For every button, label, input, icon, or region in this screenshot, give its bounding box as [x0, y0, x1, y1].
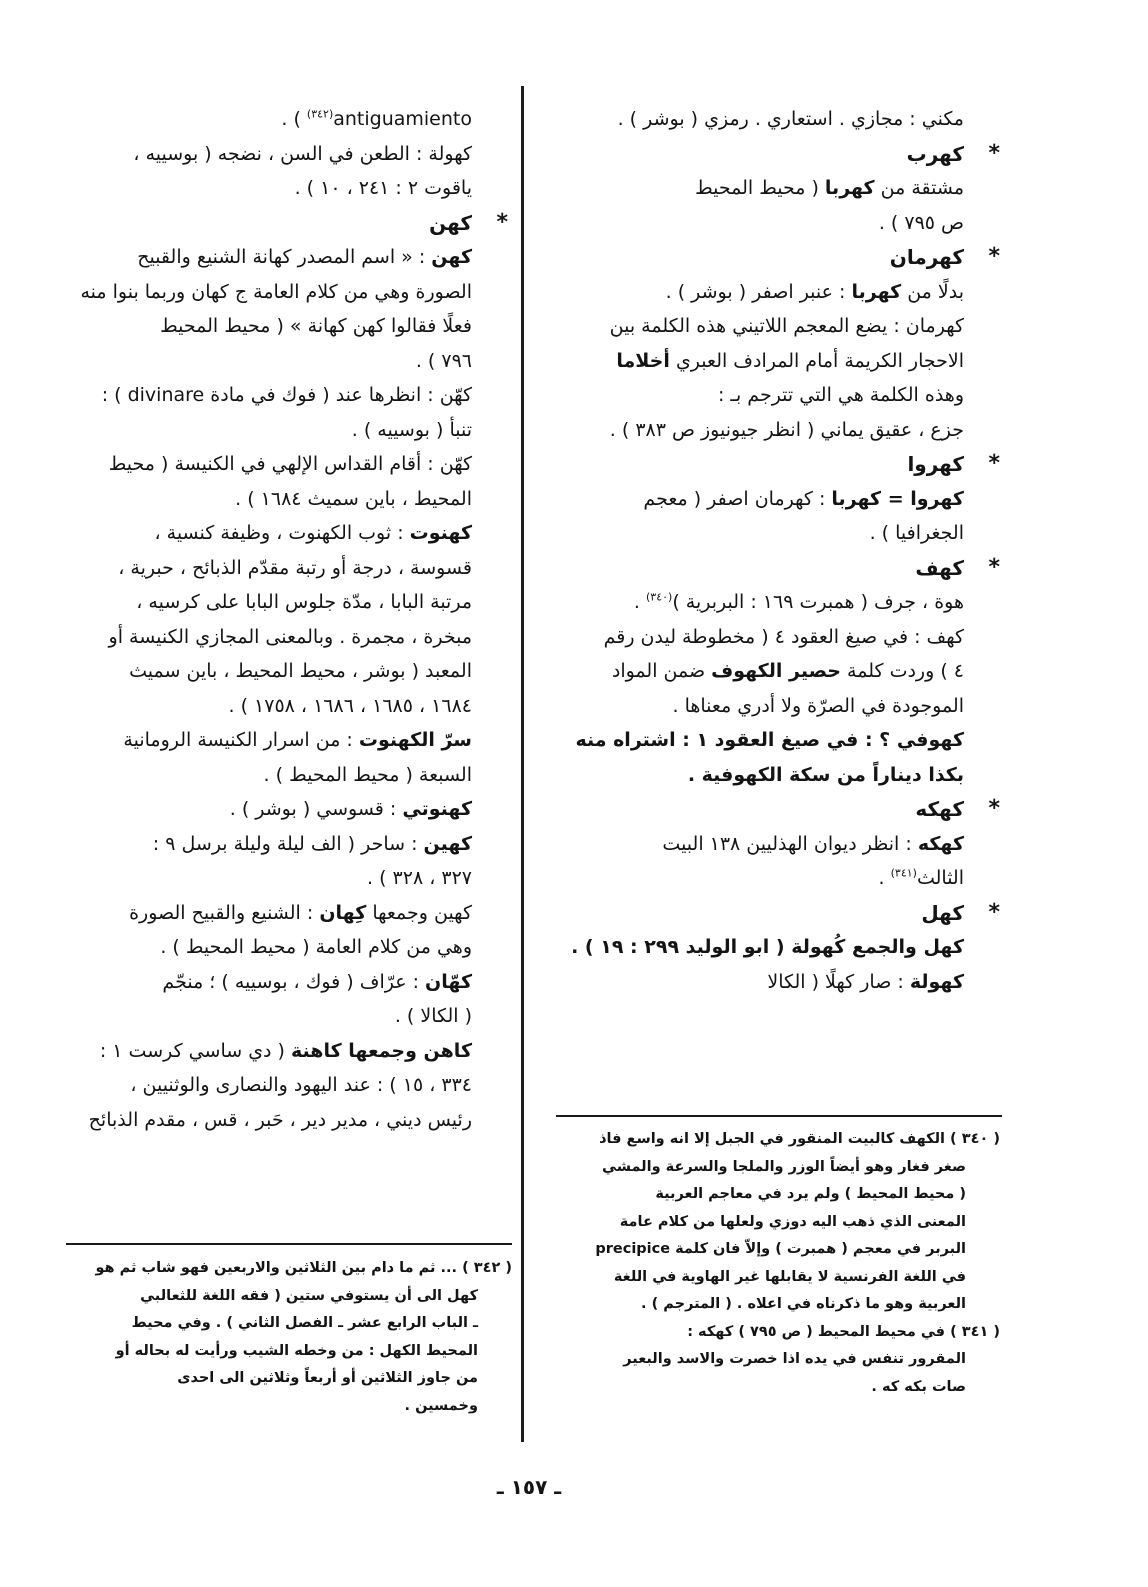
text-line: كهين : ساحر ( الف ليلة وليلة برسل ٩ :: [152, 832, 472, 855]
star-marker-icon: *: [988, 244, 1000, 269]
text-line: كاهن وجمعها كاهنة ( دي ساسي كرست ١ :: [99, 1039, 472, 1062]
text-line: ٧٩٦ ) .: [415, 349, 472, 372]
text-line: هوة ، جرف ( همبرت ١٦٩ : البربرية )$^{(٣٤٠)}$ .: [633, 590, 964, 613]
text-line: كهن : « اسم المصدر كهانة الشنيع والقبيح: [137, 246, 472, 268]
text-line: رئيس ديني ، مدير دير ، حَبر ، قس ، مقدم الذبائح: [88, 1108, 472, 1131]
text-line: بدلًا من كهربا : عنبر اصفر ( بوشر ) .: [665, 280, 964, 303]
text-line: فعلًا فقالوا كهن كهانة » ( محيط المحيط: [160, 315, 472, 337]
text-line: قسوسة ، درجة أو رتبة مقدّم الذبائح ، حبرية ،: [118, 556, 472, 579]
star-marker-icon: *: [988, 140, 1000, 166]
star-marker-icon: *: [988, 796, 1000, 821]
text-line: المحيط ، باين سميث ١٦٨٤ ) .: [235, 487, 472, 510]
text-line: كهرمان : يضع المعجم اللاتيني هذه الكلمة بين: [609, 315, 964, 337]
text-line: وهي من كلام العامة ( محيط المحيط ) .: [160, 936, 472, 958]
text-line: كهولة : الطعن في السن ، نضجه ( بوسييه ،: [133, 142, 472, 165]
star-marker-icon: *: [988, 554, 1000, 580]
text-line: ٣٢٧ ، ٣٢٨ ) .: [367, 867, 472, 889]
text-line: السبعة ( محيط المحيط ) .: [263, 763, 472, 786]
text-line: جزع ، عقيق يماني ( انظر جيونيوز ص ٣٨٣ ) .: [609, 418, 964, 441]
text-line: الاحجار الكريمة أمام المرادف العبري أخلاما: [616, 349, 964, 372]
text-line: ٤ ) وردت كلمة حصير الكهوف ضمن المواد: [611, 660, 964, 682]
text-line: ياقوت ٢ : ٢٤١ ، ١٠ ) .: [294, 177, 472, 199]
text-line: مبخرة ، مجمرة . وبالمعنى المجازي الكنيسة أو: [108, 625, 472, 648]
text-line: كهف : في صيغ العقود ٤ ( مخطوطة ليدن رقم: [603, 625, 964, 648]
text-line: كهين وجمعها كِهان : الشنيع والقبيح الصورة: [129, 901, 472, 924]
text-line: سرّ الكهنوت : من اسرار الكنيسة الرومانية: [123, 729, 472, 751]
footnote-line: صات بكه كه .: [871, 1378, 966, 1395]
footnote-line: من جاوز الثلاثين أو أربعاً وثلاثين الى احدى: [177, 1370, 478, 1386]
entry-heading-kahraman: * كهرمان: [556, 240, 964, 275]
footnote-line: وخمسين .: [404, 1397, 478, 1414]
footnote-rule: [66, 1243, 512, 1245]
footnote-341: ( ٣٤١ ) في محيط المحيط ( ص ٧٩٥ ) كهكه :: [687, 1323, 1000, 1340]
left-column: [60, 102, 508, 1137]
text-line: كهنوت : ثوب الكهنوت ، وظيفة كنسية ،: [154, 522, 472, 544]
footnote-line: ( محيط المحيط ) ولم يرد في معاجم العربية: [655, 1186, 966, 1202]
text-line: مكني : مجازي . استعاري . رمزي ( بوشر ) .: [617, 108, 964, 130]
text-line: ص ٧٩٥ ) .: [878, 211, 964, 234]
footnote-342: ( ٣٤٢ ) ... ثم ما دام بين الثلاثين والاربعين فهو شاب ثم هو: [95, 1260, 512, 1276]
footnote-line: صغر فغار وهو أيضاً الوزر والملجا والسرعة والمشي: [602, 1158, 966, 1175]
footnote-340: ( ٣٤٠ ) الكهف كالبيت المنقور في الجبل إلا انه واسع فاذ: [599, 1131, 1000, 1147]
star-marker-icon: *: [988, 899, 1000, 925]
footnote-ref: (٣٤١): [890, 866, 917, 880]
text-line: كهروا = كهربا : كهرمان اصفر ( معجم: [643, 487, 964, 510]
footnote-line: المعنى الذي ذهب اليه دوزي ولعلها من كلام عامة: [619, 1213, 966, 1230]
entry-heading-kahrab: * كهرب: [556, 137, 964, 172]
text-line: المعبد ( بوشر ، محيط المحيط ، باين سميث: [129, 660, 472, 682]
star-marker-icon: *: [988, 451, 1000, 476]
footnote-ref: (٣٤٢): [306, 107, 334, 121]
right-column: [556, 102, 1000, 999]
entry-heading-kahan: * كهن: [60, 206, 472, 241]
text-line: كهنوتي : قسوسي ( بوشر ) .: [229, 798, 472, 820]
text-line: الثالث$^{(٣٤١)}$ .: [878, 866, 964, 889]
footnote-line: العربية وهو ما ذكرناه في اعلاه . ( المترجم ) .: [641, 1296, 966, 1312]
text-line: الموجودة في الصرّة ولا أدري معناها .: [672, 694, 964, 717]
footnotes-left: [60, 1255, 512, 1420]
text-line: ٣٣٤ ، ١٥ ) : عند اليهود والنصارى والوثنيين ،: [130, 1074, 472, 1096]
text-line: تنبأ ( بوسييه ) .: [351, 418, 472, 441]
entry-heading-kahf: * كهف: [556, 551, 964, 586]
column-divider: [521, 86, 524, 1442]
text-line: كهّن : أقام القداس الإلهي في الكنيسة ( محيط: [108, 453, 472, 475]
entry-heading-kahkah: * كهكه: [556, 792, 964, 827]
text-line: الصورة وهي من كلام العامة ج كهان وربما بنوا منه: [80, 280, 472, 303]
text-line: كهّن : انظرها عند ( فوك في مادة divinare ) :: [101, 384, 472, 406]
footnotes-right: [556, 1126, 1000, 1401]
footnote-line: ـ الباب الرابع عشر ـ الفصل الثاني ) . وفي محيط: [131, 1315, 478, 1331]
text-line: الجغرافيا ) .: [869, 522, 964, 544]
text-line: كهكه : انظر ديوان الهذليين ١٣٨ البيت: [662, 832, 964, 855]
text-line: مشتقة من كهربا ( محيط المحيط: [695, 177, 964, 199]
text-line: ١٦٨٤ ، ١٦٨٥ ، ١٦٨٦ ، ١٧٥٨ ) .: [228, 694, 472, 717]
star-marker-icon: *: [496, 209, 508, 235]
footnote-line: المحيط الكهل : من وخطه الشيب ورأيت له بحاله أو: [115, 1342, 478, 1359]
footnote-rule: [556, 1115, 1002, 1117]
text-line: بكذا ديناراً من سكة الكهوفية .: [687, 763, 964, 786]
text-line: كهّان : عرّاف ( فوك ، بوسييه ) ؛ منجّم: [162, 970, 472, 993]
text-line: ( الكالا ) .: [394, 1005, 472, 1027]
footnote-line: كهل الى أن يستوفي ستين ( فقه اللغة للثعالبي: [140, 1287, 478, 1304]
page-number: ـ ١٥٧ ـ: [496, 1475, 562, 1499]
entry-heading-kahrawa: * كهروا: [556, 447, 964, 482]
footnote-ref: (٣٤٠): [646, 590, 673, 604]
footnote-line: في اللغة الفرنسية لا يقابلها غير الهاوية في اللغة: [613, 1268, 966, 1285]
footnote-line: البربر في معجم ( همبرت ) وإلاّ فان كلمة precipice: [595, 1241, 966, 1257]
text-line: مرتبة البابا ، مدّة جلوس البابا على كرسيه ،: [136, 591, 472, 613]
entry-heading-kahl: * كهل: [556, 896, 964, 931]
text-line: كهوفي ؟ : في صيغ العقود ١ : اشتراه منه: [575, 729, 964, 751]
text-line: وهذه الكلمة هي التي تترجم بـ :: [717, 384, 964, 406]
footnote-line: المقرور تنفس في يده اذا خصرت والاسد والبعير: [623, 1351, 966, 1367]
text-line: antiguamiento$^{(٣٤٢)}$ ) .: [281, 107, 472, 130]
text-line: كهل والجمع كُهولة ( ابو الوليد ٢٩٩ : ١٩ ) .: [571, 936, 964, 958]
text-line: كهولة : صار كهلًا ( الكالا: [767, 970, 964, 993]
